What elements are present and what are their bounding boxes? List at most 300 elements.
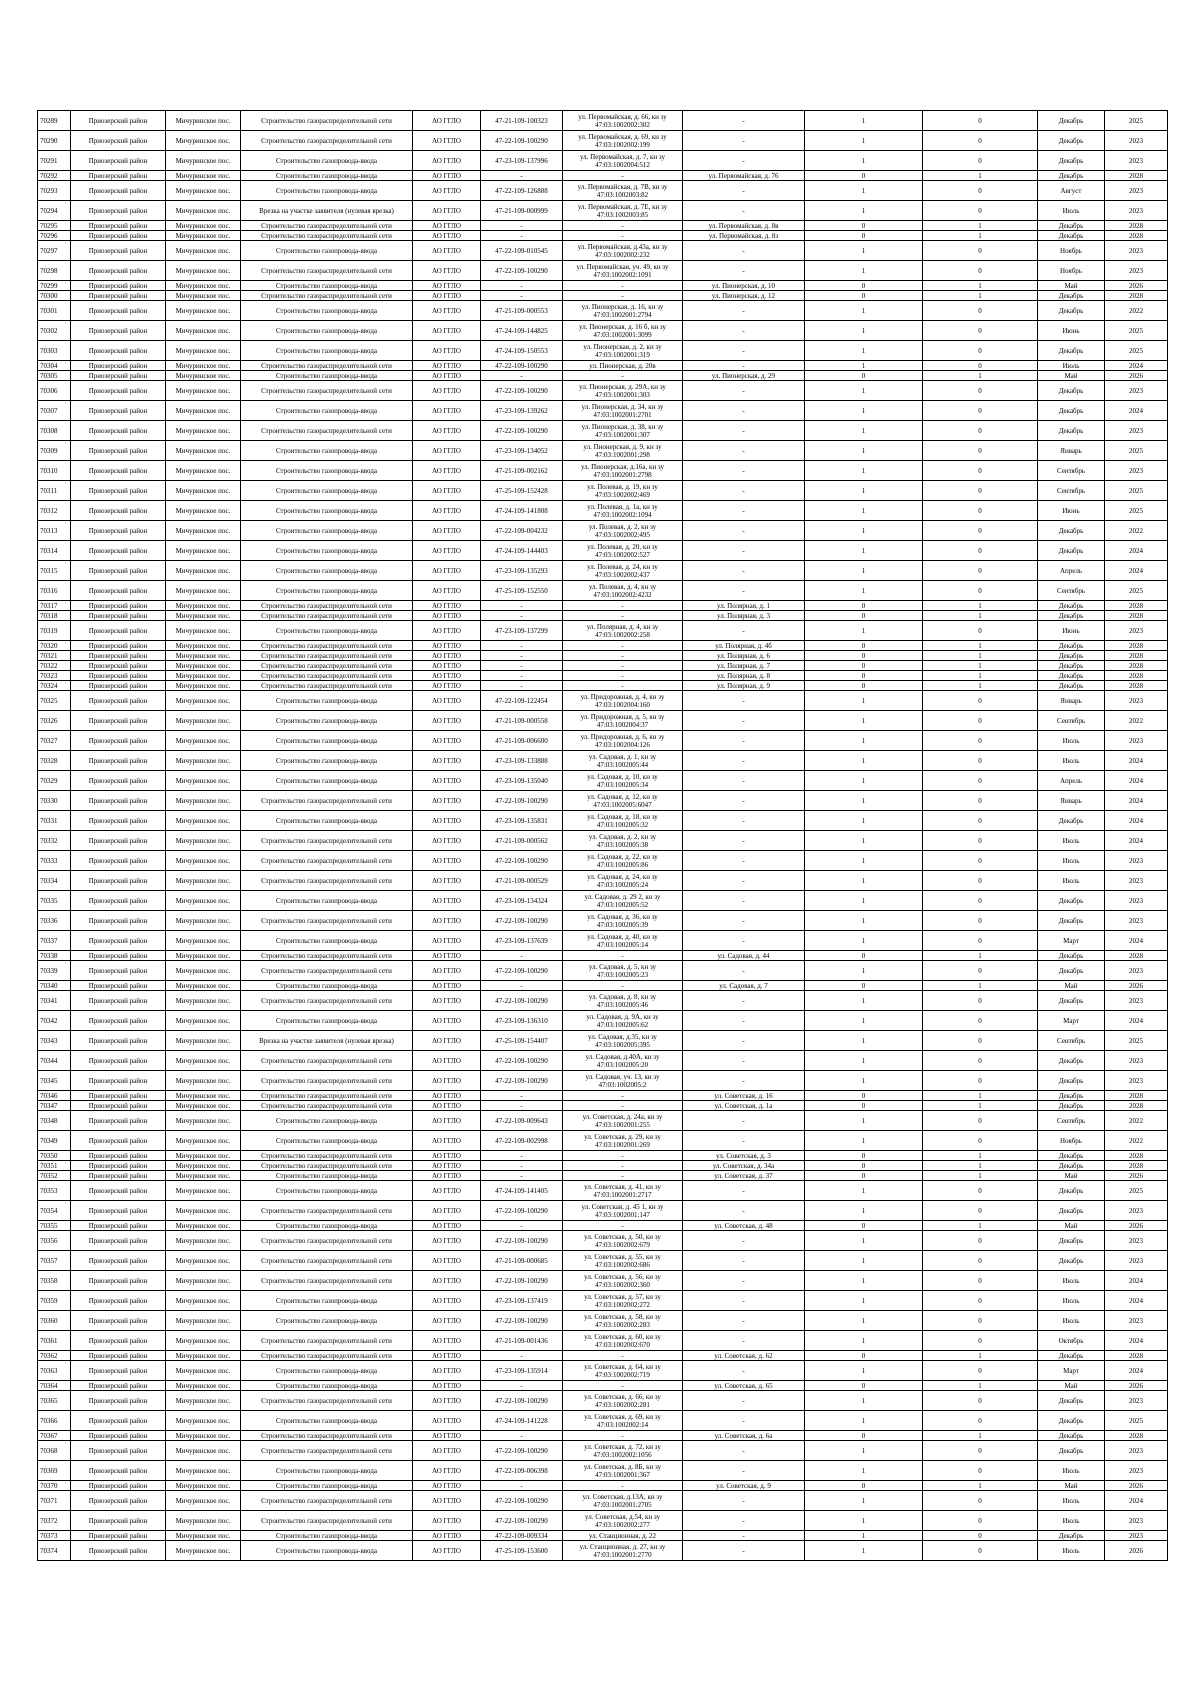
district-cell: Приозерский район: [71, 181, 166, 201]
application-number-cell: 47-22-109-100290: [481, 381, 563, 401]
row-number-cell: 70347: [38, 1101, 71, 1111]
count-a-cell: 0: [805, 1161, 923, 1171]
row-number-cell: 70345: [38, 1071, 71, 1091]
table-row: [38, 1161, 1168, 1171]
count-b-cell: 0: [923, 111, 1038, 131]
address-cell: ул. Советская, д. 16: [683, 1091, 805, 1101]
table-row: [38, 1231, 1168, 1251]
organization-cell: АО ГГЛО: [413, 1221, 481, 1231]
count-b-cell: 0: [923, 521, 1038, 541]
gasification-table: [37, 110, 1168, 1561]
row-number-cell: 70331: [38, 811, 71, 831]
year-cell: 2024: [1105, 771, 1168, 791]
work-type-cell: Строительство газораспределительной сети: [241, 131, 413, 151]
row-number-cell: 70333: [38, 851, 71, 871]
work-type-cell: Строительство газопровода-ввода: [241, 561, 413, 581]
address-cadastral-cell: -: [563, 1351, 683, 1361]
row-number-cell: 70324: [38, 681, 71, 691]
table-row: [38, 751, 1168, 771]
address-cadastral-cell: -: [563, 1381, 683, 1391]
settlement-cell: Мичуринское пос.: [166, 1491, 241, 1511]
work-type-cell: Строительство газопровода-ввода: [241, 1111, 413, 1131]
count-b-cell: 0: [923, 421, 1038, 441]
application-number-cell: 47-23-109-134052: [481, 441, 563, 461]
settlement-cell: Мичуринское пос.: [166, 1461, 241, 1481]
address-cadastral-cell: ул. Первомайская, д. 7Е, кн зу 47:03:1002003:85: [563, 201, 683, 221]
address-cell: -: [683, 1201, 805, 1221]
address-cell: -: [683, 711, 805, 731]
address-cadastral-cell: ул. Первомайская, уч. 49, кн зу 47:03:1002002:1091: [563, 261, 683, 281]
organization-cell: АО ГГЛО: [413, 951, 481, 961]
work-type-cell: Строительство газопровода-ввода: [241, 931, 413, 951]
district-cell: Приозерский район: [71, 1271, 166, 1291]
count-a-cell: 1: [805, 1291, 923, 1311]
organization-cell: АО ГГЛО: [413, 1511, 481, 1531]
organization-cell: АО ГГЛО: [413, 1491, 481, 1511]
table-row: [38, 261, 1168, 281]
row-number-cell: 70312: [38, 501, 71, 521]
district-cell: Приозерский район: [71, 891, 166, 911]
application-number-cell: 47-25-109-154407: [481, 1031, 563, 1051]
address-cell: -: [683, 361, 805, 371]
month-cell: Декабрь: [1038, 991, 1105, 1011]
work-type-cell: Строительство газораспределительной сети: [241, 1391, 413, 1411]
application-number-cell: -: [481, 291, 563, 301]
row-number-cell: 70292: [38, 171, 71, 181]
settlement-cell: Мичуринское пос.: [166, 201, 241, 221]
count-b-cell: 1: [923, 661, 1038, 671]
table-row: [38, 601, 1168, 611]
settlement-cell: Мичуринское пос.: [166, 641, 241, 651]
year-cell: 2025: [1105, 441, 1168, 461]
organization-cell: АО ГГЛО: [413, 181, 481, 201]
organization-cell: АО ГГЛО: [413, 521, 481, 541]
row-number-cell: 70343: [38, 1031, 71, 1051]
work-type-cell: Строительство газораспределительной сети: [241, 421, 413, 441]
district-cell: Приозерский район: [71, 851, 166, 871]
count-b-cell: 0: [923, 711, 1038, 731]
address-cell: -: [683, 621, 805, 641]
table-row: [38, 501, 1168, 521]
work-type-cell: Строительство газопровода-ввода: [241, 1311, 413, 1331]
address-cell: -: [683, 831, 805, 851]
work-type-cell: Строительство газораспределительной сети: [241, 1251, 413, 1271]
work-type-cell: Строительство газопровода-ввода: [241, 321, 413, 341]
year-cell: 2024: [1105, 831, 1168, 851]
address-cadastral-cell: ул. Пионерская, д.16а, кн зу 47:03:1002001:2798: [563, 461, 683, 481]
count-a-cell: 1: [805, 1491, 923, 1511]
work-type-cell: Строительство газопровода-ввода: [241, 181, 413, 201]
address-cadastral-cell: ул. Советская, д. 58, кн зу 47:03:1002002:283: [563, 1311, 683, 1331]
table-row: [38, 371, 1168, 381]
application-number-cell: 47-22-109-100290: [481, 961, 563, 981]
count-b-cell: 0: [923, 911, 1038, 931]
address-cadastral-cell: ул. Станционная, д. 27, кн зу 47:03:1002001:2770: [563, 1541, 683, 1561]
work-type-cell: Строительство газопровода-ввода: [241, 341, 413, 361]
work-type-cell: Строительство газопровода-ввода: [241, 401, 413, 421]
count-b-cell: 0: [923, 731, 1038, 751]
work-type-cell: Строительство газопровода-ввода: [241, 581, 413, 601]
work-type-cell: Строительство газораспределительной сети: [241, 1151, 413, 1161]
district-cell: Приозерский район: [71, 1541, 166, 1561]
work-type-cell: Строительство газопровода-ввода: [241, 501, 413, 521]
count-a-cell: 0: [805, 1151, 923, 1161]
year-cell: 2025: [1105, 1411, 1168, 1431]
application-number-cell: 47-22-109-004232: [481, 521, 563, 541]
month-cell: Декабрь: [1038, 231, 1105, 241]
organization-cell: АО ГГЛО: [413, 541, 481, 561]
count-b-cell: 1: [923, 641, 1038, 651]
organization-cell: АО ГГЛО: [413, 661, 481, 671]
month-cell: Декабрь: [1038, 521, 1105, 541]
table-row: [38, 541, 1168, 561]
work-type-cell: Строительство газораспределительной сети: [241, 291, 413, 301]
count-a-cell: 1: [805, 1271, 923, 1291]
month-cell: Декабрь: [1038, 661, 1105, 671]
year-cell: 2028: [1105, 671, 1168, 681]
application-number-cell: -: [481, 981, 563, 991]
district-cell: Приозерский район: [71, 301, 166, 321]
table-row: [38, 911, 1168, 931]
month-cell: Декабрь: [1038, 1351, 1105, 1361]
settlement-cell: Мичуринское пос.: [166, 231, 241, 241]
table-row: [38, 281, 1168, 291]
count-a-cell: 0: [805, 171, 923, 181]
count-a-cell: 0: [805, 1221, 923, 1231]
row-number-cell: 70336: [38, 911, 71, 931]
district-cell: Приозерский район: [71, 461, 166, 481]
table-row: [38, 1381, 1168, 1391]
year-cell: 2024: [1105, 751, 1168, 771]
table-row: [38, 991, 1168, 1011]
district-cell: Приозерский район: [71, 1171, 166, 1181]
year-cell: 2023: [1105, 961, 1168, 981]
address-cadastral-cell: ул. Полярная, д. 4, кн зу 47:03:1002002:258: [563, 621, 683, 641]
application-number-cell: -: [481, 1161, 563, 1171]
address-cell: -: [683, 521, 805, 541]
month-cell: Декабрь: [1038, 421, 1105, 441]
address-cadastral-cell: ул. Садовая, д. 18, кн зу 47:03:1002005:32: [563, 811, 683, 831]
work-type-cell: Строительство газопровода-ввода: [241, 1531, 413, 1541]
application-number-cell: 47-23-109-139262: [481, 401, 563, 421]
year-cell: 2024: [1105, 541, 1168, 561]
settlement-cell: Мичуринское пос.: [166, 171, 241, 181]
count-a-cell: 1: [805, 771, 923, 791]
organization-cell: АО ГГЛО: [413, 1251, 481, 1271]
count-a-cell: 0: [805, 371, 923, 381]
year-cell: 2023: [1105, 381, 1168, 401]
count-a-cell: 1: [805, 261, 923, 281]
district-cell: Приозерский район: [71, 1221, 166, 1231]
address-cadastral-cell: -: [563, 281, 683, 291]
address-cell: -: [683, 1391, 805, 1411]
count-a-cell: 1: [805, 911, 923, 931]
application-number-cell: -: [481, 671, 563, 681]
count-a-cell: 0: [805, 661, 923, 671]
organization-cell: АО ГГЛО: [413, 1441, 481, 1461]
count-b-cell: 0: [923, 201, 1038, 221]
address-cell: -: [683, 1311, 805, 1331]
month-cell: Декабрь: [1038, 641, 1105, 651]
district-cell: Приозерский район: [71, 961, 166, 981]
address-cell: -: [683, 381, 805, 401]
settlement-cell: Мичуринское пос.: [166, 911, 241, 931]
count-a-cell: 1: [805, 461, 923, 481]
settlement-cell: Мичуринское пос.: [166, 561, 241, 581]
settlement-cell: Мичуринское пос.: [166, 481, 241, 501]
count-a-cell: 1: [805, 751, 923, 771]
count-b-cell: 1: [923, 601, 1038, 611]
work-type-cell: Строительство газораспределительной сети: [241, 961, 413, 981]
organization-cell: АО ГГЛО: [413, 911, 481, 931]
table-row: [38, 361, 1168, 371]
district-cell: Приозерский район: [71, 151, 166, 171]
year-cell: 2028: [1105, 681, 1168, 691]
settlement-cell: Мичуринское пос.: [166, 1171, 241, 1181]
row-number-cell: 70306: [38, 381, 71, 401]
count-a-cell: 1: [805, 1011, 923, 1031]
settlement-cell: Мичуринское пос.: [166, 261, 241, 281]
count-a-cell: 0: [805, 651, 923, 661]
row-number-cell: 70358: [38, 1271, 71, 1291]
year-cell: 2023: [1105, 131, 1168, 151]
row-number-cell: 70339: [38, 961, 71, 981]
row-number-cell: 70349: [38, 1131, 71, 1151]
count-a-cell: 0: [805, 681, 923, 691]
work-type-cell: Строительство газопровода-ввода: [241, 1011, 413, 1031]
application-number-cell: -: [481, 1351, 563, 1361]
settlement-cell: Мичуринское пос.: [166, 1531, 241, 1541]
application-number-cell: -: [481, 681, 563, 691]
address-cell: -: [683, 111, 805, 131]
row-number-cell: 70315: [38, 561, 71, 581]
address-cell: -: [683, 1511, 805, 1531]
row-number-cell: 70320: [38, 641, 71, 651]
count-a-cell: 1: [805, 201, 923, 221]
month-cell: Июль: [1038, 751, 1105, 771]
settlement-cell: Мичуринское пос.: [166, 1251, 241, 1271]
year-cell: 2026: [1105, 371, 1168, 381]
row-number-cell: 70319: [38, 621, 71, 641]
organization-cell: АО ГГЛО: [413, 581, 481, 601]
count-b-cell: 0: [923, 1231, 1038, 1251]
count-b-cell: 0: [923, 461, 1038, 481]
address-cell: ул. Советская, д. 37: [683, 1171, 805, 1181]
application-number-cell: -: [481, 951, 563, 961]
month-cell: Сентябрь: [1038, 481, 1105, 501]
address-cadastral-cell: ул. Первомайская, д.43а, кн зу 47:03:1002002:232: [563, 241, 683, 261]
organization-cell: АО ГГЛО: [413, 201, 481, 221]
address-cell: ул. Пионерская, д. 10: [683, 281, 805, 291]
table-row: [38, 1031, 1168, 1051]
address-cell: ул. Первомайская, д. 8з: [683, 231, 805, 241]
row-number-cell: 70301: [38, 301, 71, 321]
table-row: [38, 1271, 1168, 1291]
count-a-cell: 1: [805, 401, 923, 421]
address-cell: -: [683, 561, 805, 581]
year-cell: 2025: [1105, 111, 1168, 131]
count-b-cell: 1: [923, 951, 1038, 961]
settlement-cell: Мичуринское пос.: [166, 771, 241, 791]
address-cadastral-cell: ул. Пионерская, д. 16 б, кн зу 47:03:1002001:3099: [563, 321, 683, 341]
district-cell: Приозерский район: [71, 791, 166, 811]
district-cell: Приозерский район: [71, 661, 166, 671]
count-a-cell: 1: [805, 441, 923, 461]
district-cell: Приозерский район: [71, 561, 166, 581]
year-cell: 2023: [1105, 181, 1168, 201]
count-b-cell: 1: [923, 231, 1038, 241]
year-cell: 2028: [1105, 1161, 1168, 1171]
year-cell: 2025: [1105, 501, 1168, 521]
count-a-cell: 0: [805, 641, 923, 651]
work-type-cell: Строительство газопровода-ввода: [241, 771, 413, 791]
count-a-cell: 0: [805, 1431, 923, 1441]
work-type-cell: Строительство газопровода-ввода: [241, 481, 413, 501]
organization-cell: АО ГГЛО: [413, 371, 481, 381]
address-cadastral-cell: ул. Советская, д.13А, кн зу 47:03:1002001:2705: [563, 1491, 683, 1511]
settlement-cell: Мичуринское пос.: [166, 181, 241, 201]
district-cell: Приозерский район: [71, 381, 166, 401]
table-row: [38, 171, 1168, 181]
district-cell: Приозерский район: [71, 401, 166, 421]
address-cadastral-cell: ул. Первомайская, д. 7, кн зу 47:03:1002004:512: [563, 151, 683, 171]
table-row: [38, 291, 1168, 301]
application-number-cell: 47-22-109-100290: [481, 791, 563, 811]
settlement-cell: Мичуринское пос.: [166, 931, 241, 951]
row-number-cell: 70299: [38, 281, 71, 291]
organization-cell: АО ГГЛО: [413, 831, 481, 851]
address-cadastral-cell: -: [563, 671, 683, 681]
count-b-cell: 0: [923, 831, 1038, 851]
count-a-cell: 0: [805, 1481, 923, 1491]
address-cell: ул. Полярная, д. 4б: [683, 641, 805, 651]
application-number-cell: -: [481, 221, 563, 231]
district-cell: Приозерский район: [71, 711, 166, 731]
settlement-cell: Мичуринское пос.: [166, 1051, 241, 1071]
count-b-cell: 0: [923, 481, 1038, 501]
year-cell: 2024: [1105, 931, 1168, 951]
settlement-cell: Мичуринское пос.: [166, 1481, 241, 1491]
work-type-cell: Строительство газораспределительной сети: [241, 361, 413, 371]
address-cell: -: [683, 991, 805, 1011]
address-cell: -: [683, 401, 805, 421]
address-cell: ул. Полярная, д. 9: [683, 681, 805, 691]
count-b-cell: 0: [923, 931, 1038, 951]
row-number-cell: 70367: [38, 1431, 71, 1441]
application-number-cell: 47-21-109-000999: [481, 201, 563, 221]
year-cell: 2023: [1105, 1461, 1168, 1481]
month-cell: Март: [1038, 931, 1105, 951]
count-a-cell: 1: [805, 891, 923, 911]
work-type-cell: Строительство газопровода-ввода: [241, 371, 413, 381]
table-row: [38, 1291, 1168, 1311]
year-cell: 2023: [1105, 1511, 1168, 1531]
organization-cell: АО ГГЛО: [413, 1531, 481, 1541]
settlement-cell: Мичуринское пос.: [166, 281, 241, 291]
application-number-cell: -: [481, 1221, 563, 1231]
address-cadastral-cell: ул. Придорожная, д. 5, кн зу 47:03:1002004:37: [563, 711, 683, 731]
work-type-cell: Строительство газораспределительной сети: [241, 831, 413, 851]
count-b-cell: 0: [923, 361, 1038, 371]
count-b-cell: 0: [923, 1291, 1038, 1311]
table-row: [38, 151, 1168, 171]
row-number-cell: 70310: [38, 461, 71, 481]
month-cell: Август: [1038, 181, 1105, 201]
count-a-cell: 1: [805, 1201, 923, 1221]
count-a-cell: 1: [805, 241, 923, 261]
settlement-cell: Мичуринское пос.: [166, 961, 241, 981]
year-cell: 2026: [1105, 281, 1168, 291]
table-row: [38, 1051, 1168, 1071]
district-cell: Приозерский район: [71, 171, 166, 181]
work-type-cell: Строительство газопровода-ввода: [241, 811, 413, 831]
organization-cell: АО ГГЛО: [413, 1271, 481, 1291]
work-type-cell: Строительство газопровода-ввода: [241, 891, 413, 911]
month-cell: Декабрь: [1038, 1251, 1105, 1271]
address-cadastral-cell: ул. Советская, д. 57, кн зу 47:03:1002002:272: [563, 1291, 683, 1311]
count-b-cell: 0: [923, 261, 1038, 281]
count-b-cell: 1: [923, 1431, 1038, 1441]
month-cell: Декабрь: [1038, 291, 1105, 301]
row-number-cell: 70352: [38, 1171, 71, 1181]
application-number-cell: 47-21-109-000685: [481, 1251, 563, 1271]
work-type-cell: Строительство газораспределительной сети: [241, 951, 413, 961]
count-b-cell: 1: [923, 1101, 1038, 1111]
organization-cell: АО ГГЛО: [413, 601, 481, 611]
year-cell: 2028: [1105, 1101, 1168, 1111]
year-cell: 2022: [1105, 521, 1168, 541]
settlement-cell: Мичуринское пос.: [166, 621, 241, 641]
work-type-cell: Строительство газораспределительной сети: [241, 231, 413, 241]
district-cell: Приозерский район: [71, 991, 166, 1011]
district-cell: Приозерский район: [71, 481, 166, 501]
year-cell: 2026: [1105, 981, 1168, 991]
count-b-cell: 0: [923, 1531, 1038, 1541]
table-row: [38, 611, 1168, 621]
organization-cell: АО ГГЛО: [413, 851, 481, 871]
count-b-cell: 1: [923, 671, 1038, 681]
table-row: [38, 1311, 1168, 1331]
district-cell: Приозерский район: [71, 111, 166, 131]
organization-cell: АО ГГЛО: [413, 381, 481, 401]
work-type-cell: Строительство газораспределительной сети: [241, 611, 413, 621]
address-cell: -: [683, 911, 805, 931]
count-a-cell: 1: [805, 791, 923, 811]
address-cell: -: [683, 871, 805, 891]
count-a-cell: 1: [805, 1251, 923, 1271]
organization-cell: АО ГГЛО: [413, 991, 481, 1011]
year-cell: 2024: [1105, 401, 1168, 421]
year-cell: 2023: [1105, 911, 1168, 931]
table-row: [38, 1181, 1168, 1201]
district-cell: Приозерский район: [71, 771, 166, 791]
address-cadastral-cell: ул. Садовая, д. 8, кн зу 47:03:1002005:46: [563, 991, 683, 1011]
table-row: [38, 381, 1168, 401]
table-row: [38, 1251, 1168, 1271]
organization-cell: АО ГГЛО: [413, 1461, 481, 1481]
year-cell: 2023: [1105, 991, 1168, 1011]
application-number-cell: 47-23-109-137299: [481, 621, 563, 641]
table-row: [38, 441, 1168, 461]
settlement-cell: Мичуринское пос.: [166, 991, 241, 1011]
work-type-cell: Строительство газопровода-ввода: [241, 1171, 413, 1181]
table-row: [38, 461, 1168, 481]
address-cadastral-cell: ул. Советская, д. 29, кн зу 47:03:1002001:269: [563, 1131, 683, 1151]
count-a-cell: 1: [805, 1531, 923, 1541]
count-a-cell: 0: [805, 951, 923, 961]
count-b-cell: 0: [923, 1031, 1038, 1051]
district-cell: Приозерский район: [71, 1511, 166, 1531]
